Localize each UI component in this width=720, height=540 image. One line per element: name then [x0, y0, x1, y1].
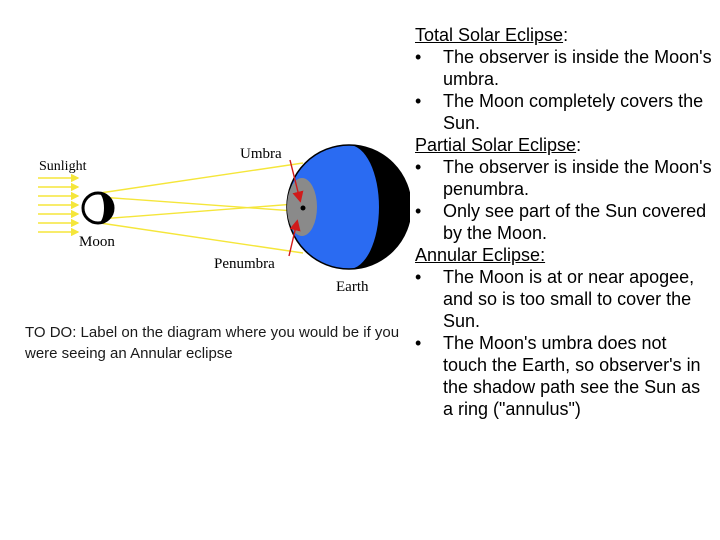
bullet-list	[415, 156, 715, 244]
shadow-cone-lines	[100, 163, 308, 253]
earth-globe	[287, 145, 410, 269]
penumbra-label: Penumbra	[214, 256, 275, 272]
bullet-list	[415, 266, 715, 420]
bullet-icon: •	[415, 91, 422, 111]
sunlight-rays	[38, 178, 78, 232]
bullet-icon: •	[415, 157, 422, 177]
heading-text: Total Solar Eclipse	[415, 25, 564, 45]
sunlight-label: Sunlight	[39, 159, 87, 174]
list-item: • The Moon completely covers the Sun.	[415, 91, 704, 133]
section-heading: Total Solar Eclipse:	[415, 25, 569, 45]
umbra-label: Umbra	[240, 146, 282, 162]
bullet-list	[415, 46, 715, 134]
heading-text: Partial Solar Eclipse	[415, 135, 577, 155]
list-item: • The observer is inside the Moon's penumbra.	[415, 157, 712, 199]
section-heading: Partial Solar Eclipse:	[415, 135, 582, 155]
eclipse-notes	[415, 24, 715, 420]
section-total-eclipse	[415, 24, 715, 134]
moon-label: Moon	[79, 234, 115, 250]
heading-text: Annular Eclipse:	[415, 245, 546, 265]
moon	[83, 193, 113, 223]
eclipse-diagram	[0, 0, 410, 310]
umbra-point	[301, 206, 306, 211]
list-item: • The observer is inside the Moon's umbra.	[415, 47, 712, 89]
bullet-icon: •	[415, 333, 422, 353]
earth-label: Earth	[336, 279, 369, 295]
bullet-icon: •	[415, 267, 422, 287]
list-item: • The Moon is at or near apogee, and so is too small to cover the Sun.	[415, 267, 695, 331]
bullet-icon: •	[415, 47, 422, 67]
section-annular-eclipse	[415, 244, 715, 420]
list-item: • Only see part of the Sun covered by the Moon.	[415, 201, 707, 243]
list-item: • The Moon's umbra does not touch the Earth, so observer's in the shadow path see the Sun as a ring ("annulus")	[415, 333, 701, 419]
section-partial-eclipse	[415, 134, 715, 244]
section-heading	[415, 244, 715, 266]
todo-note: TO DO: Label on the diagram where you would be if you were seeing an Annular eclipse	[25, 324, 400, 362]
bullet-icon: •	[415, 201, 422, 221]
